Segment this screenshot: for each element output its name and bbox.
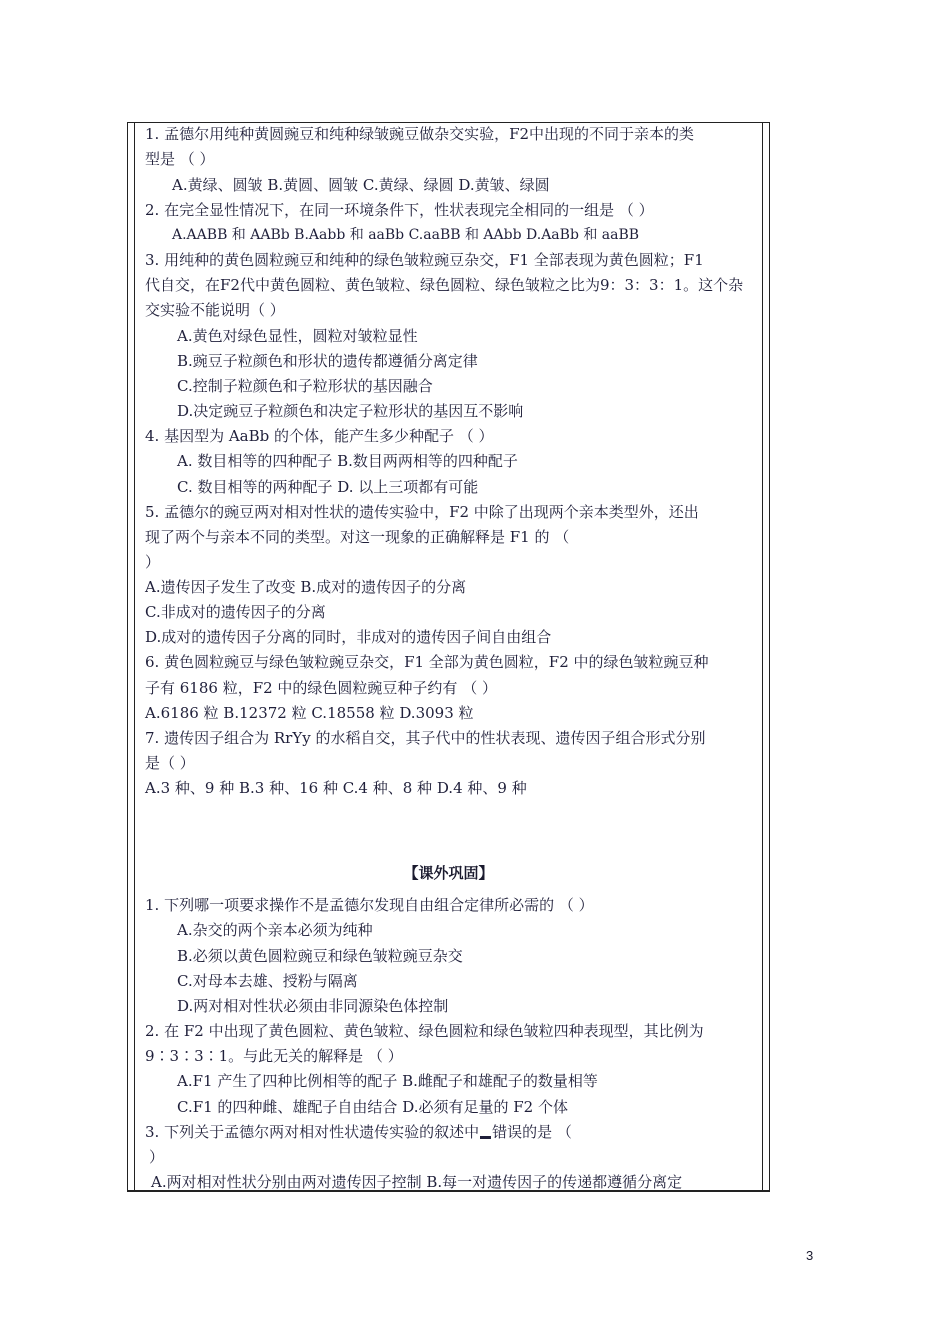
q6-options: A.6186 粒 B.12372 粒 C.18558 粒 D.3093 粒 [145, 704, 474, 722]
hw-q2-stem-line2: 9∶3∶3∶1。与此无关的解释是 （ ） [145, 1047, 403, 1065]
hw-q3-stem-post: 错误的是 （ [492, 1123, 572, 1141]
emphasis-mark [480, 1136, 491, 1139]
q4-options-ab: A. 数目相等的四种配子 B.数目两两相等的四种配子 [177, 452, 518, 470]
q5-stem-line3: ） [145, 553, 161, 571]
q3-stem-line3: 交实验不能说明（ ） [145, 301, 285, 319]
q4-options-cd: C. 数目相等的两种配子 D. 以上三项都有可能 [177, 478, 479, 496]
q3-stem-line1: 3. 用纯种的黄色圆粒豌豆和纯种的绿色皱粒豌豆杂交，F1 全部表现为黄色圆粒；F1 [145, 251, 704, 269]
q3-stem-line2: 代自交，在F2代中黄色圆粒、黄色皱粒、绿色圆粒、绿色皱粒之比为9：3：3：1。这个杂 [145, 276, 744, 294]
q2-stem: 2. 在完全显性情况下，在同一环境条件下，性状表现完全相同的一组是 （ ） [145, 201, 654, 219]
hw-q2-options-ab: A.F1 产生了四种比例相等的配子 B.雌配子和雄配子的数量相等 [177, 1072, 598, 1090]
q2-options: A.AABB 和 AABb B.Aabb 和 aaBb C.aaBB 和 AAbb D.AaBb 和 aaBB [172, 227, 640, 243]
hw-q1-option-a: A.杂交的两个亲本必须为纯种 [177, 921, 373, 939]
table-inner-left-rule [134, 123, 135, 1191]
q3-option-b: B.豌豆子粒颜色和形状的遗传都遵循分离定律 [177, 352, 478, 370]
hw-q3-stem-line1 [145, 1122, 572, 1142]
table-inner-right-rule [762, 123, 763, 1191]
hw-q1-option-b: B.必须以黄色圆粒豌豆和绿色皱粒豌豆杂交 [177, 947, 463, 965]
hw-q3-stem-pre: 3. 下列关于孟德尔两对相对性状遗传实验的叙述中 [145, 1123, 480, 1141]
q5-option-c: C.非成对的遗传因子的分离 [145, 603, 326, 621]
q4-stem: 4. 基因型为 AaBb 的个体，能产生多少种配子 （ ） [145, 427, 494, 445]
q5-stem-line1: 5. 孟德尔的豌豆两对相对性状的遗传实验中，F2 中除了出现两个亲本类型外，还出 [145, 503, 699, 521]
q1-stem-line2: 型是 （ ） [145, 150, 215, 168]
section-title: 【课外巩固】 [403, 864, 494, 882]
q7-stem-line2: 是（ ） [145, 754, 195, 772]
q5-option-d: D.成对的遗传因子分离的同时，非成对的遗传因子间自由组合 [145, 628, 552, 646]
hw-q2-options-cd: C.F1 的四种雌、雄配子自由结合 D.必须有足量的 F2 个体 [177, 1098, 568, 1116]
hw-q1-stem: 1. 下列哪一项要求操作不是孟德尔发现自由组合定律所必需的 （ ） [145, 896, 594, 914]
q6-stem-line1: 6. 黄色圆粒豌豆与绿色皱粒豌豆杂交，F1 全部为黄色圆粒，F2 中的绿色皱粒豌豆种 [145, 653, 709, 671]
q3-option-a: A.黄色对绿色显性，圆粒对皱粒显性 [177, 327, 418, 345]
q6-stem-line2: 子有 6186 粒，F2 中的绿色圆粒豌豆种子约有 （ ） [145, 679, 497, 697]
q5-stem-line2: 现了两个与亲本不同的类型。对这一现象的正确解释是 F1 的 （ [145, 528, 570, 546]
hw-q2-stem-line1: 2. 在 F2 中出现了黄色圆粒、黄色皱粒、绿色圆粒和绿色皱粒四种表现型，其比例为 [145, 1022, 704, 1040]
hw-q1-option-d: D.两对相对性状必须由非同源染色体控制 [177, 997, 449, 1015]
hw-q3-options-ab: A.两对相对性状分别由两对遗传因子控制 B.每一对遗传因子的传递都遵循分离定 [151, 1173, 683, 1191]
q7-options: A.3 种、9 种 B.3 种、16 种 C.4 种、8 种 D.4 种、9 种 [145, 779, 527, 797]
q3-option-d: D.决定豌豆子粒颜色和决定子粒形状的基因互不影响 [177, 402, 524, 420]
q1-options: A.黄绿、圆皱 B.黄圆、圆皱 C.黄绿、绿圆 D.黄皱、绿圆 [172, 176, 550, 194]
page-number: 3 [806, 1248, 814, 1263]
q7-stem-line1: 7. 遗传因子组合为 RrYy 的水稻自交，其子代中的性状表现、遗传因子组合形式分别 [145, 729, 706, 747]
hw-q1-option-c: C.对母本去雄、授粉与隔离 [177, 972, 358, 990]
q3-option-c: C.控制子粒颜色和子粒形状的基因融合 [177, 377, 433, 395]
hw-q3-stem-line2: ） [149, 1148, 165, 1166]
q5-options-ab: A.遗传因子发生了改变 B.成对的遗传因子的分离 [145, 578, 467, 596]
q1-stem-line1: 1. 孟德尔用纯种黄圆豌豆和纯种绿皱豌豆做杂交实验，F2中出现的不同于亲本的类 [145, 125, 695, 143]
